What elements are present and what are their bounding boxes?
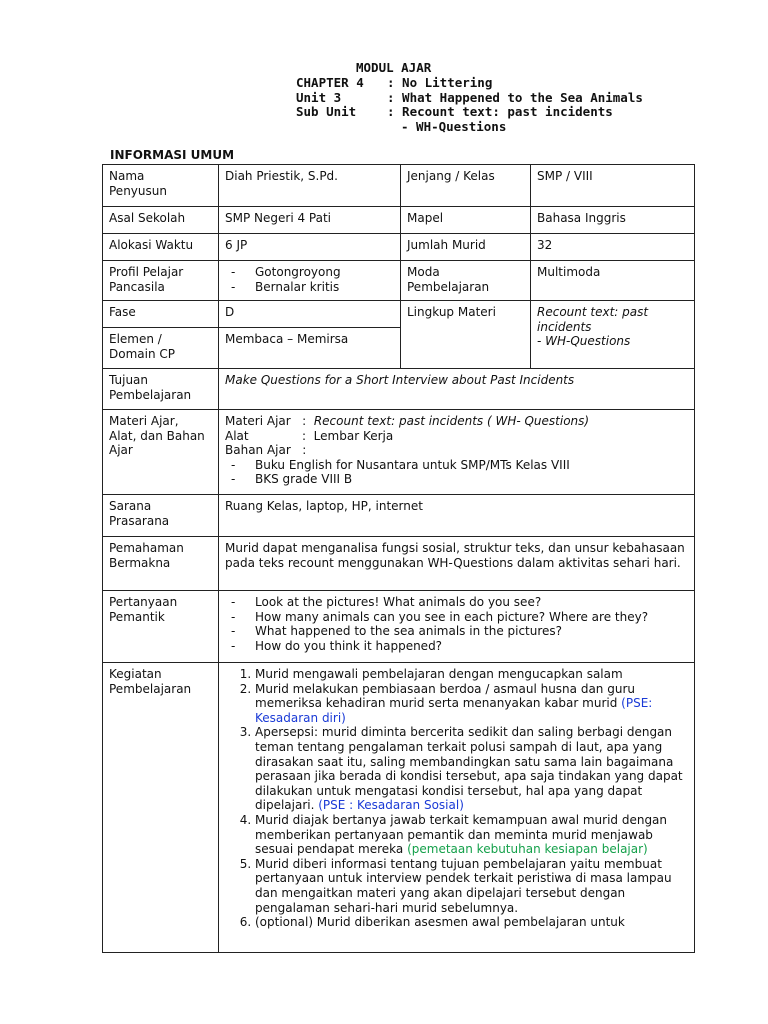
pemetaan-tag: (pemetaan kebutuhan kesiapan belajar)	[407, 842, 648, 857]
list-item: 1. Murid mengawali pembelajaran dengan mengucapkan salam	[255, 667, 688, 682]
mapel-value: Bahasa Inggris	[531, 207, 695, 234]
jenjang-label: Jenjang / Kelas	[401, 165, 531, 207]
mapel-label: Mapel	[401, 207, 531, 234]
lingkup-value	[531, 301, 695, 369]
profil-value	[219, 261, 401, 301]
table-row	[103, 165, 695, 207]
table-row	[103, 591, 695, 663]
subunit-label: Sub Unit	[296, 104, 357, 119]
lingkup-value-1: Recount text: past incidents	[537, 305, 649, 334]
elemen-label: Elemen / Domain CP	[103, 328, 219, 369]
alokasi-label: Alokasi Waktu	[103, 234, 219, 261]
nama-value: Diah Priestik, S.Pd.	[219, 165, 401, 207]
table-row	[103, 495, 695, 537]
jumlah-value: 32	[531, 234, 695, 261]
profil-label: Profil Pelajar Pancasila	[103, 261, 219, 301]
list-item: - How many animals can you see in each picture? Where are they?	[225, 610, 688, 625]
table-row	[103, 261, 695, 301]
list-item: - BKS grade VIII B	[225, 472, 688, 487]
list-item: - Bernalar kritis	[225, 280, 394, 295]
info-table	[102, 164, 695, 953]
tujuan-value: Make Questions for a Short Interview about Past Incidents	[219, 369, 695, 410]
module-title: MODUL AJAR	[356, 60, 432, 75]
pemahaman-value: Murid dapat menganalisa fungsi sosial, struktur teks, dan unsur kebahasaan pada teks recount menggunakan WH-Questions dalam aktivitas sehari hari.	[219, 537, 695, 591]
asal-value: SMP Negeri 4 Pati	[219, 207, 401, 234]
jenjang-value: SMP / VIII	[531, 165, 695, 207]
list-item: 3. Apersepsi: murid diminta bercerita sedikit dan saling berbagi dengan teman tentang pengalaman terkait polusi sampah di laut, apa yang dirasakan saat itu, saling membandingkan satu sama lain bagaimana perasaan jika berada di kondisi tersebut, apa saja tindakan yang dapat dilakukan untuk mengatasi kondisi tersebut, hal apa yang dapat dipelajari. (PSE : Kesadaran Sosial)	[255, 725, 688, 813]
fase-value: D	[219, 301, 401, 328]
chapter-value: : No Littering	[387, 75, 493, 90]
list-item: - What happened to the sea animals in the pictures?	[225, 624, 688, 639]
moda-label: Moda Pembelajaran	[401, 261, 531, 301]
unit-label: Unit 3	[296, 90, 342, 105]
nama-label: Nama Penyusun	[103, 165, 219, 207]
list-item: - How do you think it happened?	[225, 639, 688, 654]
pse-tag: (PSE: Kesadaran diri)	[255, 696, 653, 725]
list-item: 6. (optional) Murid diberikan asesmen awal pembelajaran untuk	[255, 915, 688, 930]
pertanyaan-value	[219, 591, 695, 663]
subunit-value-2: - WH-Questions	[401, 119, 507, 134]
table-row	[103, 410, 695, 495]
alat-line: Alat : Lembar Kerja	[225, 428, 394, 443]
fase-label: Fase	[103, 301, 219, 328]
list-item: 5. Murid diberi informasi tentang tujuan pembelajaran yaitu membuat pertanyaan untuk interview pendek terkait peristiwa di masa lampau dan mengaitkan materi yang akan dipelajari tersebut dengan pengalaman sehari-hari murid sebelumnya.	[255, 857, 688, 915]
kegiatan-label: Kegiatan Pembelajaran	[103, 663, 219, 953]
subunit-value: : Recount text: past incidents	[387, 104, 613, 119]
moda-value: Multimoda	[531, 261, 695, 301]
list-item: - Gotongroyong	[225, 265, 394, 280]
sarana-value: Ruang Kelas, laptop, HP, internet	[219, 495, 695, 537]
section-title: INFORMASI UMUM	[110, 148, 235, 162]
kegiatan-value	[219, 663, 695, 953]
lingkup-label: Lingkup Materi	[401, 301, 531, 369]
list-item: - Look at the pictures! What animals do you see?	[225, 595, 688, 610]
table-row	[103, 234, 695, 261]
lingkup-value-2: - WH-Questions	[537, 334, 631, 349]
table-row	[103, 369, 695, 410]
materi-ajar-line: Materi Ajar : Recount text: past incidents ( WH- Questions)	[225, 414, 590, 428]
table-row	[103, 301, 695, 328]
table-row	[103, 663, 695, 953]
list-item: 4. Murid diajak bertanya jawab terkait kemampuan awal murid dengan memberikan pertanyaan pemantik dan meminta murid menjawab sesuai pendapat mereka (pemetaan kebutuhan kesiapan belajar)	[255, 813, 688, 857]
alokasi-value: 6 JP	[219, 234, 401, 261]
pertanyaan-label: Pertanyaan Pemantik	[103, 591, 219, 663]
chapter-label: CHAPTER 4	[296, 75, 364, 90]
materi-value	[219, 410, 695, 495]
table-row	[103, 537, 695, 591]
tujuan-label: Tujuan Pembelajaran	[103, 369, 219, 410]
materi-label: Materi Ajar, Alat, dan Bahan Ajar	[103, 410, 219, 495]
list-item: 2. Murid melakukan pembiasaan berdoa / asmaul husna dan guru memeriksa kehadiran murid serta menanyakan kabar murid (PSE: Kesadaran diri)	[255, 682, 688, 726]
unit-value: : What Happened to the Sea Animals	[387, 90, 643, 105]
bahan-line: Bahan Ajar :	[225, 443, 307, 458]
elemen-value: Membaca – Memirsa	[219, 328, 401, 369]
pse-tag: (PSE : Kesadaran Sosial)	[318, 798, 464, 813]
table-row	[103, 207, 695, 234]
list-item: - Buku English for Nusantara untuk SMP/MTs Kelas VIII	[225, 458, 688, 473]
jumlah-label: Jumlah Murid	[401, 234, 531, 261]
pemahaman-label: Pemahaman Bermakna	[103, 537, 219, 591]
sarana-label: Sarana Prasarana	[103, 495, 219, 537]
asal-label: Asal Sekolah	[103, 207, 219, 234]
